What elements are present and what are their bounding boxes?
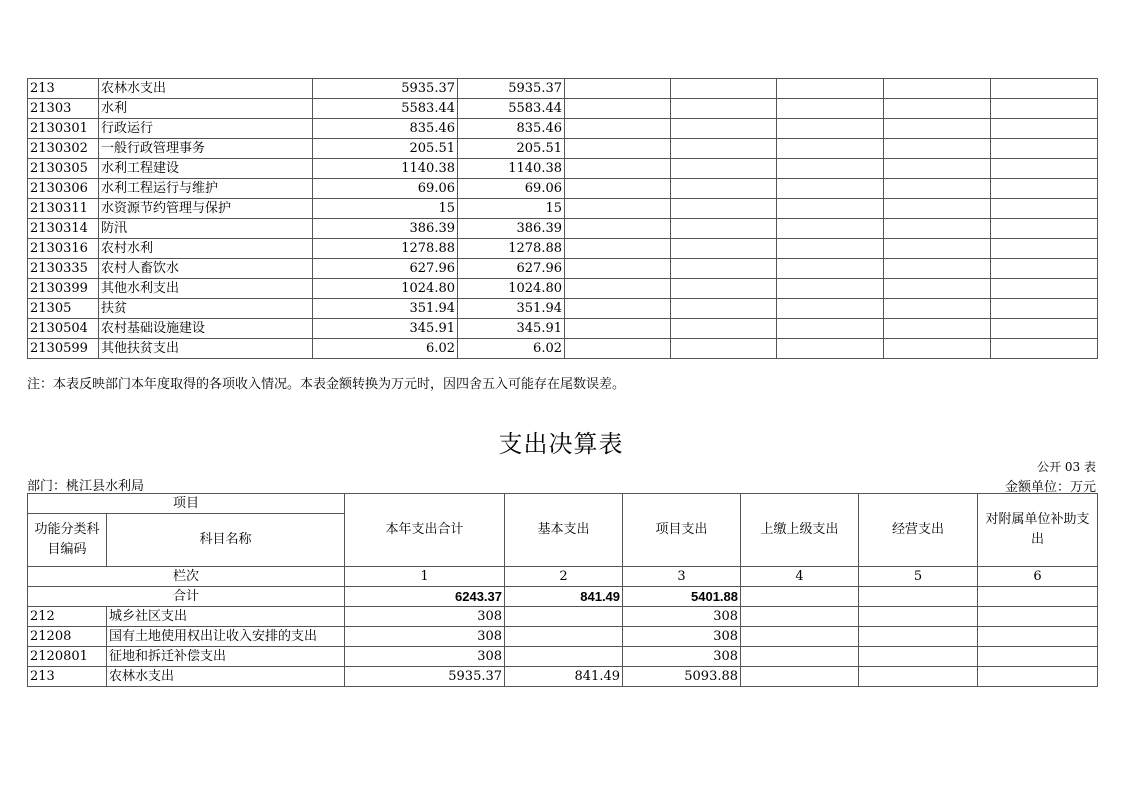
col-index-label: 栏次 — [28, 567, 345, 587]
subject-name: 扶贫 — [99, 299, 313, 319]
header-item: 项目 — [28, 494, 345, 514]
empty-cell — [671, 139, 777, 159]
total-sum: 6243.37 — [345, 587, 505, 607]
empty-cell — [565, 299, 671, 319]
empty-cell — [859, 647, 978, 667]
amount-col2: 5583.44 — [458, 99, 565, 119]
amount-col2: 1140.38 — [458, 159, 565, 179]
empty-cell — [991, 319, 1098, 339]
total-basic: 841.49 — [505, 587, 623, 607]
subject-name: 农林水支出 — [99, 79, 313, 99]
amount-project: 308 — [623, 647, 741, 667]
total-label: 合计 — [28, 587, 345, 607]
amount-col2: 627.96 — [458, 259, 565, 279]
amount-total: 69.06 — [313, 179, 458, 199]
table-row — [28, 627, 1098, 647]
subject-code: 2130335 — [28, 259, 99, 279]
empty-cell — [565, 319, 671, 339]
total-row — [28, 587, 1098, 607]
expense-table — [27, 493, 1098, 687]
amount-col2: 69.06 — [458, 179, 565, 199]
subject-code: 21303 — [28, 99, 99, 119]
empty-cell — [671, 279, 777, 299]
total-business — [859, 587, 978, 607]
amount-total: 15 — [313, 199, 458, 219]
empty-cell — [777, 99, 884, 119]
empty-cell — [884, 279, 991, 299]
amount-col2: 5935.37 — [458, 79, 565, 99]
subject-code: 2130504 — [28, 319, 99, 339]
empty-cell — [565, 339, 671, 359]
empty-cell — [777, 299, 884, 319]
amount-project: 5093.88 — [623, 667, 741, 687]
empty-cell — [777, 119, 884, 139]
table-row — [28, 119, 1098, 139]
amount-col2: 6.02 — [458, 339, 565, 359]
subject-name: 水资源节约管理与保护 — [99, 199, 313, 219]
subject-code: 213 — [28, 79, 99, 99]
table-row — [28, 319, 1098, 339]
total-subsidy — [978, 587, 1098, 607]
empty-cell — [565, 179, 671, 199]
empty-cell — [777, 239, 884, 259]
empty-cell — [777, 219, 884, 239]
header-basic: 基本支出 — [505, 494, 623, 567]
subject-code: 2130302 — [28, 139, 99, 159]
form-number: 公开 03 表 — [1037, 460, 1096, 474]
empty-cell — [884, 179, 991, 199]
amount-total: 5583.44 — [313, 99, 458, 119]
subject-code: 2130314 — [28, 219, 99, 239]
empty-cell — [991, 339, 1098, 359]
empty-cell — [884, 319, 991, 339]
amount-total: 205.51 — [313, 139, 458, 159]
empty-cell — [859, 607, 978, 627]
empty-cell — [884, 159, 991, 179]
table-row — [28, 219, 1098, 239]
empty-cell — [884, 299, 991, 319]
header-upper: 上缴上级支出 — [741, 494, 859, 567]
empty-cell — [565, 259, 671, 279]
header-total: 本年支出合计 — [345, 494, 505, 567]
empty-cell — [777, 199, 884, 219]
col-index-5: 5 — [859, 567, 978, 587]
table-row — [28, 279, 1098, 299]
income-table — [27, 78, 1098, 359]
empty-cell — [565, 199, 671, 219]
subject-code: 2130306 — [28, 179, 99, 199]
empty-cell — [777, 159, 884, 179]
subject-code: 21305 — [28, 299, 99, 319]
subject-code: 213 — [28, 667, 107, 687]
empty-cell — [565, 99, 671, 119]
empty-cell — [565, 279, 671, 299]
subject-code: 2120801 — [28, 647, 107, 667]
empty-cell — [565, 139, 671, 159]
empty-cell — [884, 259, 991, 279]
table-row — [28, 139, 1098, 159]
col-index-2: 2 — [505, 567, 623, 587]
subject-code: 212 — [28, 607, 107, 627]
empty-cell — [777, 179, 884, 199]
amount-total: 386.39 — [313, 219, 458, 239]
header-code: 功能分类科目编码 — [28, 514, 107, 567]
empty-cell — [565, 239, 671, 259]
empty-cell — [741, 607, 859, 627]
table-row — [28, 199, 1098, 219]
empty-cell — [884, 239, 991, 259]
empty-cell — [777, 79, 884, 99]
empty-cell — [741, 667, 859, 687]
table-row — [28, 99, 1098, 119]
column-index-row — [28, 567, 1098, 587]
empty-cell — [884, 99, 991, 119]
department-label: 部门：桃江县水利局 — [27, 479, 145, 494]
page-title: 支出决算表 — [498, 430, 624, 458]
subject-name: 征地和拆迁补偿支出 — [107, 647, 345, 667]
subject-code: 2130305 — [28, 159, 99, 179]
empty-cell — [991, 199, 1098, 219]
empty-cell — [671, 219, 777, 239]
empty-cell — [859, 627, 978, 647]
empty-cell — [741, 627, 859, 647]
table-row — [28, 259, 1098, 279]
col-index-3: 3 — [623, 567, 741, 587]
table-row — [28, 299, 1098, 319]
subject-name: 国有土地使用权出让收入安排的支出 — [107, 627, 345, 647]
amount-total: 308 — [345, 627, 505, 647]
subject-name: 城乡社区支出 — [107, 607, 345, 627]
amount-total: 308 — [345, 647, 505, 667]
empty-cell — [991, 259, 1098, 279]
header-business: 经营支出 — [859, 494, 978, 567]
header-row-1 — [28, 494, 1098, 514]
empty-cell — [671, 339, 777, 359]
amount-col2: 15 — [458, 199, 565, 219]
amount-col2: 386.39 — [458, 219, 565, 239]
empty-cell — [991, 139, 1098, 159]
amount-col2: 1278.88 — [458, 239, 565, 259]
subject-code: 2130316 — [28, 239, 99, 259]
empty-cell — [991, 159, 1098, 179]
total-project: 5401.88 — [623, 587, 741, 607]
amount-total: 345.91 — [313, 319, 458, 339]
empty-cell — [671, 179, 777, 199]
empty-cell — [671, 239, 777, 259]
amount-total: 5935.37 — [345, 667, 505, 687]
empty-cell — [777, 139, 884, 159]
subject-name: 水利工程建设 — [99, 159, 313, 179]
table-row — [28, 667, 1098, 687]
empty-cell — [777, 259, 884, 279]
col-index-4: 4 — [741, 567, 859, 587]
empty-cell — [671, 199, 777, 219]
subject-name: 农村水利 — [99, 239, 313, 259]
empty-cell — [671, 319, 777, 339]
subject-name: 水利 — [99, 99, 313, 119]
empty-cell — [978, 607, 1098, 627]
empty-cell — [671, 299, 777, 319]
empty-cell — [991, 79, 1098, 99]
amount-col2: 835.46 — [458, 119, 565, 139]
subject-name: 防汛 — [99, 219, 313, 239]
col-index-6: 6 — [978, 567, 1098, 587]
table-row — [28, 159, 1098, 179]
subject-name: 农村基础设施建设 — [99, 319, 313, 339]
subject-name: 农村人畜饮水 — [99, 259, 313, 279]
table-row — [28, 179, 1098, 199]
amount-col2: 345.91 — [458, 319, 565, 339]
amount-col2: 205.51 — [458, 139, 565, 159]
empty-cell — [565, 159, 671, 179]
amount-total: 1140.38 — [313, 159, 458, 179]
amount-basic — [505, 627, 623, 647]
empty-cell — [884, 119, 991, 139]
table-row — [28, 239, 1098, 259]
empty-cell — [991, 99, 1098, 119]
empty-cell — [991, 179, 1098, 199]
empty-cell — [884, 219, 991, 239]
subject-code: 2130311 — [28, 199, 99, 219]
empty-cell — [565, 219, 671, 239]
header-subsidy: 对附属单位补助支出 — [978, 494, 1098, 567]
empty-cell — [884, 79, 991, 99]
table-row — [28, 607, 1098, 627]
empty-cell — [991, 219, 1098, 239]
subject-name: 一般行政管理事务 — [99, 139, 313, 159]
amount-total: 6.02 — [313, 339, 458, 359]
total-upper — [741, 587, 859, 607]
empty-cell — [671, 119, 777, 139]
empty-cell — [978, 627, 1098, 647]
empty-cell — [565, 79, 671, 99]
empty-cell — [859, 667, 978, 687]
empty-cell — [777, 279, 884, 299]
subject-code: 2130301 — [28, 119, 99, 139]
empty-cell — [671, 259, 777, 279]
empty-cell — [978, 667, 1098, 687]
amount-col2: 1024.80 — [458, 279, 565, 299]
empty-cell — [671, 159, 777, 179]
empty-cell — [991, 279, 1098, 299]
amount-total: 308 — [345, 607, 505, 627]
amount-basic — [505, 607, 623, 627]
table-row — [28, 339, 1098, 359]
amount-total: 351.94 — [313, 299, 458, 319]
amount-project: 308 — [623, 607, 741, 627]
subject-code: 2130599 — [28, 339, 99, 359]
subject-code: 2130399 — [28, 279, 99, 299]
empty-cell — [777, 319, 884, 339]
amount-total: 835.46 — [313, 119, 458, 139]
empty-cell — [991, 299, 1098, 319]
header-name: 科目名称 — [107, 514, 345, 567]
empty-cell — [978, 647, 1098, 667]
empty-cell — [991, 239, 1098, 259]
subject-code: 21208 — [28, 627, 107, 647]
amount-col2: 351.94 — [458, 299, 565, 319]
amount-total: 627.96 — [313, 259, 458, 279]
amount-total: 1278.88 — [313, 239, 458, 259]
empty-cell — [884, 139, 991, 159]
empty-cell — [777, 339, 884, 359]
income-note: 注：本表反映部门本年度取得的各项收入情况。本表金额转换为万元时，因四舍五入可能存在尾数误差。 — [27, 377, 626, 392]
table-row — [28, 79, 1098, 99]
amount-basic — [505, 647, 623, 667]
empty-cell — [671, 99, 777, 119]
subject-name: 行政运行 — [99, 119, 313, 139]
table-row — [28, 647, 1098, 667]
header-project: 项目支出 — [623, 494, 741, 567]
empty-cell — [991, 119, 1098, 139]
amount-total: 1024.80 — [313, 279, 458, 299]
col-index-1: 1 — [345, 567, 505, 587]
empty-cell — [741, 647, 859, 667]
subject-name: 其他扶贫支出 — [99, 339, 313, 359]
amount-project: 308 — [623, 627, 741, 647]
empty-cell — [671, 79, 777, 99]
empty-cell — [884, 199, 991, 219]
amount-basic: 841.49 — [505, 667, 623, 687]
amount-total: 5935.37 — [313, 79, 458, 99]
empty-cell — [884, 339, 991, 359]
unit-label: 金额单位：万元 — [1004, 480, 1096, 495]
subject-name: 农林水支出 — [107, 667, 345, 687]
subject-name: 水利工程运行与维护 — [99, 179, 313, 199]
empty-cell — [565, 119, 671, 139]
subject-name: 其他水利支出 — [99, 279, 313, 299]
